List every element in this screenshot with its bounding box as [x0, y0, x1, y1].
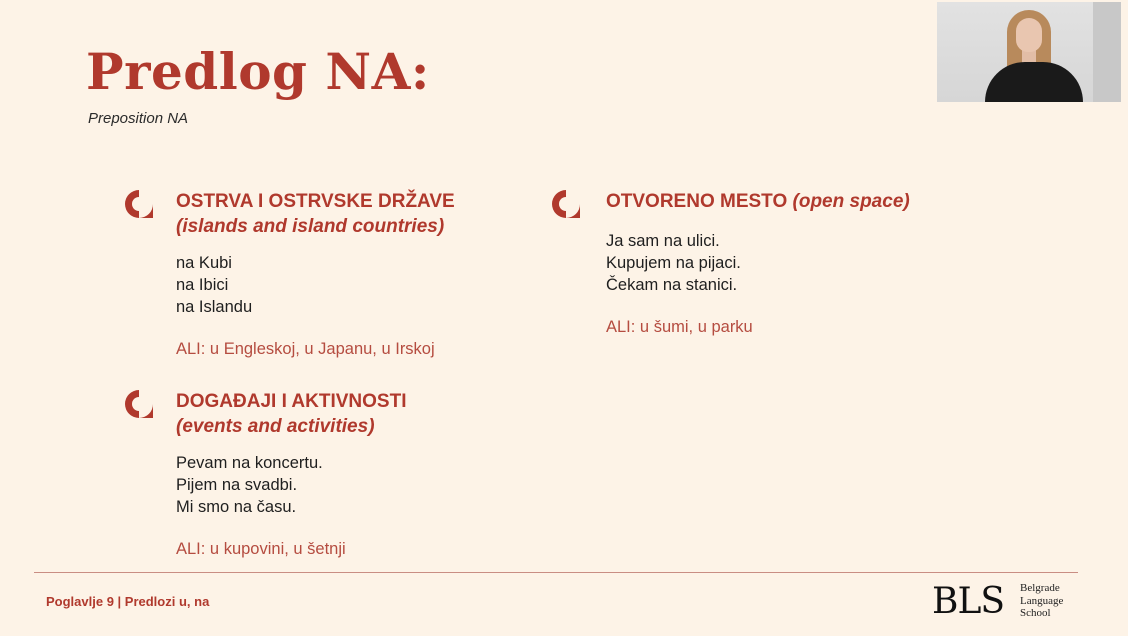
logo-line: Language — [1020, 594, 1064, 607]
example-line: na Ibici — [176, 276, 229, 294]
presenter-body — [985, 62, 1083, 102]
example-line: Mi smo na času. — [176, 498, 297, 516]
presenter-face — [1016, 18, 1042, 52]
footer-divider — [34, 572, 1078, 573]
example-line: na Islandu — [176, 298, 253, 316]
example-list — [606, 230, 910, 296]
example-line: Čekam na stanici. — [606, 276, 738, 294]
example-line: Kupujem na pijaci. — [606, 254, 741, 272]
logo-mark: BLS — [932, 581, 1005, 622]
logo-line: Belgrade — [1020, 582, 1060, 594]
speech-bubble-icon — [124, 389, 154, 419]
speech-bubble-icon — [124, 189, 154, 219]
section-heading: OSTRVA I OSTRVSKE DRŽAVE — [176, 191, 455, 212]
exception-note: ALI: u kupovini, u šetnji — [176, 540, 346, 558]
slide-subtitle: Preposition NA — [88, 110, 189, 127]
example-line: Pijem na svadbi. — [176, 476, 298, 494]
example-list — [176, 252, 455, 318]
example-line: na Kubi — [176, 254, 232, 272]
section-heading-english: (events and activities) — [176, 416, 375, 437]
example-list — [176, 452, 406, 518]
speech-bubble-icon — [551, 189, 581, 219]
section-heading: DOGAĐAJI I AKTIVNOSTI — [176, 391, 407, 412]
school-logo — [932, 580, 1092, 624]
logo-wordmark — [1020, 582, 1063, 620]
section-heading-english: (islands and island countries) — [176, 216, 445, 237]
logo-line: School — [1020, 607, 1051, 619]
example-line: Ja sam na ulici. — [606, 232, 720, 250]
slide-title: Predlog NA: — [86, 42, 430, 101]
footer-chapter-label: Poglavlje 9 | Predlozi u, na — [46, 594, 210, 609]
exception-note: ALI: u šumi, u parku — [606, 318, 753, 336]
exception-note: ALI: u Engleskoj, u Japanu, u Irskoj — [176, 340, 435, 358]
section-heading-row — [606, 189, 910, 214]
example-line: Pevam na koncertu. — [176, 454, 323, 472]
section-heading: OTVORENO MESTO — [606, 191, 788, 212]
presenter-webcam-video — [937, 2, 1121, 102]
webcam-background — [1093, 2, 1121, 102]
section-heading-english: (open space) — [792, 191, 910, 212]
